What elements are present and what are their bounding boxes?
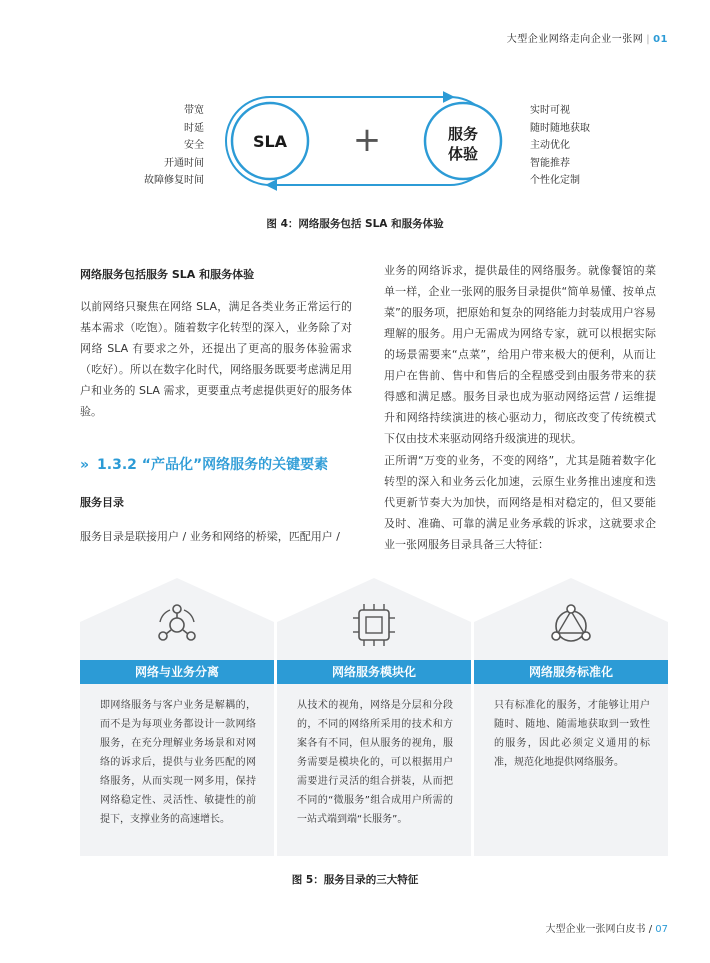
feature-card: [277, 578, 471, 856]
header-divider: |: [646, 34, 651, 45]
plus-sign: +: [352, 120, 382, 160]
section-arrow-icon: »: [80, 457, 90, 473]
card-body: 即网络服务与客户业务是解耦的，而不是为每项业务都设计一款网络服务，在充分理解业务场景和对网络的诉求后，提供与业务匹配的网络服务，从而实现一网多用，保持网络稳定性、灵活性、敏捷性的前提下，支撑业务的高速增长。: [100, 700, 256, 825]
footer-title: 大型企业一张网白皮书: [545, 924, 646, 935]
right-paragraph-1: 业务的网络诉求，提供最佳的网络服务。就像餐馆的菜单一样，企业一张网的服务目录提供“简单易懂、按单点菜”的服务项，把原始和复杂的网络能力封装成用户容易理解的服务。用户无需成为网络专家，就可以根据实际的场景需要来“点菜”，给用户带来极大的便利，从而让用户在售前、售中和售后的全程感受到由服务带来的获得感和满足感。服务目录也成为驱动网络运营 / 运维提升和网络持续演进的核心驱动力，彻底改变了传统模式下仅由技术来驱动网络升级演进的现状。: [384, 264, 656, 445]
network-share-icon: [152, 600, 202, 650]
experience-line1: 服务: [447, 125, 478, 143]
sla-label: 故障修复时间: [144, 175, 204, 186]
experience-label: 主动优化: [530, 140, 570, 151]
left-paragraph: 以前网络只聚焦在网络 SLA，满足各类业务正常运行的基本需求（吃饱）。随着数字化转型的深入，业务除了对网络 SLA 有要求之外，还提出了更高的服务体验需求（吃好）。所以在数字化时代，网络服务既要考虑满足用户和业务的 SLA 需求，更要重点考虑提供更好的服务体验。: [80, 300, 352, 418]
figure5-caption: 图 5：服务目录的三大特征: [291, 874, 419, 886]
section-title-text: 1.3.2 “产品化”网络服务的关键要素: [97, 457, 329, 473]
card-title: 网络服务标准化: [474, 660, 668, 684]
experience-circle-label: [425, 124, 501, 164]
experience-label: 智能推荐: [530, 157, 570, 169]
sla-label: 带宽: [184, 105, 204, 116]
figure4-caption: 图 4：网络服务包括 SLA 和服务体验: [266, 218, 444, 230]
sla-label: 时延: [184, 122, 204, 134]
card-body: 从技术的视角，网络是分层和分段的，不同的网络所采用的技术和方案各有不同，但从服务的视角，服务需要是模块化的，可以根据用户需要进行灵活的组合拼装，从而把不同的“微服务”组合成用户所需的一站式端到端“长服务”。: [297, 700, 453, 825]
header-page: 01: [653, 34, 668, 45]
experience-label: 个性化定制: [530, 175, 580, 186]
card-title: 网络服务模块化: [277, 660, 471, 684]
card-title: 网络与业务分离: [80, 660, 274, 684]
card-body: 只有标准化的服务，才能够让用户随时、随地、随需地获取到一致性的服务，因此必须定义通用的标准，规范化地提供网络服务。: [494, 700, 650, 768]
right-paragraph-2: 正所谓“万变的业务，不变的网络”，尤其是随着数字化转型的深入和业务云化加速，云原生业务推出速度和迭代更新节奏大为加快，而网络是相对稳定的，但又要能及时、准确、可靠的满足业务承载的诉求，这就要求企业一张网服务目录具备三大特征：: [384, 454, 656, 551]
experience-line2: 体验: [447, 145, 478, 163]
sla-labels: [0, 102, 204, 190]
experience-labels: [530, 102, 590, 190]
experience-label: 实时可视: [530, 105, 570, 116]
sla-circle-label: SLA: [252, 132, 288, 151]
footer-page: 07: [655, 924, 668, 935]
experience-label: 随时随地获取: [530, 122, 590, 134]
section-title: [80, 454, 328, 474]
left-paragraph-2: 服务目录是联接用户 / 业务和网络的桥梁，匹配用户 /: [80, 530, 340, 543]
feature-card: [80, 578, 274, 856]
sla-label: 开通时间: [164, 157, 204, 169]
modules-icon: [349, 600, 399, 650]
sla-label: 安全: [184, 140, 204, 151]
feature-card: [474, 578, 668, 856]
left-heading: 网络服务包括服务 SLA 和服务体验: [80, 268, 255, 281]
page-header: [507, 30, 668, 45]
page-footer: 大型企业一张网白皮书 / 07: [545, 924, 668, 935]
sub-heading: 服务目录: [80, 496, 124, 509]
header-title: 大型企业网络走向企业一张网: [506, 34, 644, 45]
standard-icon: [546, 600, 596, 650]
